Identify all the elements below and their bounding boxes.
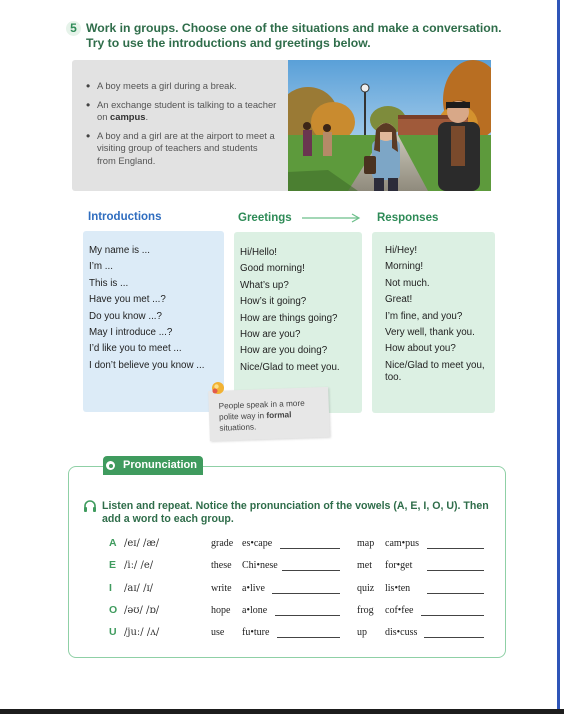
note-text: People speak in a more polite way in formal situations. bbox=[218, 398, 305, 433]
greeting-item: How’s it going? bbox=[240, 296, 307, 308]
example-word: dis•cuss bbox=[385, 627, 418, 638]
situation-item: • A boy and a girl are at the airport to meet a visiting group of teachers and students from England. bbox=[97, 130, 277, 168]
example-word: write bbox=[211, 583, 232, 594]
example-word: for•get bbox=[385, 560, 413, 571]
situation-item: • An exchange student is talking to a teacher on campus. bbox=[97, 99, 277, 124]
vowel-ipa: /iː/ /e/ bbox=[124, 560, 154, 571]
answer-blank[interactable] bbox=[280, 548, 340, 549]
example-word: Chi•nese bbox=[242, 560, 278, 571]
answer-blank[interactable] bbox=[282, 570, 340, 571]
example-word: es•cape bbox=[242, 538, 273, 549]
response-item: Not much. bbox=[385, 277, 430, 289]
greeting-item: What’s up? bbox=[240, 279, 289, 291]
example-word: grade bbox=[211, 538, 234, 549]
vowel-row bbox=[0, 537, 564, 553]
example-word: quiz bbox=[357, 583, 375, 594]
example-word: use bbox=[211, 627, 225, 638]
example-word: cam•pus bbox=[385, 538, 420, 549]
arrow-right-icon bbox=[302, 212, 362, 224]
vowel-row bbox=[0, 626, 564, 642]
example-word: fu•ture bbox=[242, 627, 270, 638]
example-word: a•live bbox=[242, 583, 265, 594]
example-word: cof•fee bbox=[385, 605, 414, 616]
responses-heading: Responses bbox=[377, 212, 439, 224]
example-word: these bbox=[211, 560, 232, 571]
vowel-ipa: /eɪ/ /æ/ bbox=[124, 538, 160, 549]
campus-photo-illustration bbox=[288, 60, 491, 191]
answer-blank[interactable] bbox=[277, 637, 340, 638]
campus-photo bbox=[288, 60, 491, 191]
introduction-item: Do you know ...? bbox=[89, 310, 162, 322]
situation-item: • A boy meets a girl during a break. bbox=[97, 80, 277, 93]
greeting-item: How are you doing? bbox=[240, 345, 328, 357]
answer-blank[interactable] bbox=[427, 570, 484, 571]
exercise-instruction: Work in groups. Choose one of the situations and make a conversation. Try to use the introductions and greetings below. bbox=[86, 21, 502, 50]
introductions-heading: Introductions bbox=[88, 211, 162, 223]
response-item: Morning! bbox=[385, 261, 424, 273]
response-item: I’m fine, and you? bbox=[385, 310, 463, 322]
answer-blank[interactable] bbox=[275, 615, 340, 616]
response-item: Nice/Glad to meet you, too. bbox=[385, 359, 485, 384]
response-item: Great! bbox=[385, 294, 413, 306]
example-word: up bbox=[357, 627, 367, 638]
vowel-row bbox=[0, 604, 564, 620]
answer-blank[interactable] bbox=[424, 637, 484, 638]
introduction-item: My name is ... bbox=[89, 245, 150, 256]
vowel-letter: A bbox=[109, 537, 117, 549]
example-word: met bbox=[357, 560, 372, 571]
response-item: Hi/Hey! bbox=[385, 245, 418, 256]
vowel-row bbox=[0, 559, 564, 575]
example-word: a•lone bbox=[242, 605, 268, 616]
introduction-item: I’m ... bbox=[89, 261, 113, 273]
vowel-ipa: /əʊ/ /ɒ/ bbox=[124, 605, 160, 616]
tab-dot-icon bbox=[106, 461, 115, 470]
vowel-letter: E bbox=[109, 559, 117, 571]
exercise-number: 5 bbox=[66, 21, 81, 36]
greeting-item: How are you? bbox=[240, 328, 301, 340]
vowel-row bbox=[0, 582, 564, 598]
introduction-item: May I introduce ...? bbox=[89, 326, 173, 338]
greetings-heading: Greetings bbox=[238, 212, 292, 224]
page-edge-bottom bbox=[0, 709, 564, 714]
vowel-letter: I bbox=[109, 582, 112, 594]
pronunciation-instruction: Listen and repeat. Notice the pronunciation of the vowels (A, E, I, O, U). Then add a word to each group. bbox=[102, 500, 489, 525]
answer-blank[interactable] bbox=[421, 615, 484, 616]
introduction-item: I don’t believe you know ... bbox=[89, 359, 205, 371]
pronunciation-tab: Pronunciation bbox=[103, 456, 203, 475]
situations-list bbox=[97, 80, 277, 173]
vowel-letter: U bbox=[109, 626, 117, 638]
example-word: lis•ten bbox=[385, 583, 411, 594]
response-item: How about you? bbox=[385, 343, 456, 355]
vowel-ipa: /aɪ/ /ɪ/ bbox=[124, 583, 154, 594]
answer-blank[interactable] bbox=[427, 548, 484, 549]
vowel-letter: O bbox=[109, 604, 118, 616]
formal-speech-note bbox=[208, 387, 330, 441]
introductions-list bbox=[89, 243, 204, 374]
headphones-icon[interactable] bbox=[83, 499, 97, 513]
example-word: frog bbox=[357, 605, 374, 616]
greeting-item: Nice/Glad to meet you. bbox=[240, 361, 340, 373]
answer-blank[interactable] bbox=[427, 593, 484, 594]
example-word: hope bbox=[211, 605, 231, 616]
introduction-item: I’d like you to meet ... bbox=[89, 343, 182, 355]
greeting-item: Hi/Hello! bbox=[240, 247, 278, 258]
answer-blank[interactable] bbox=[272, 593, 340, 594]
response-item: Very well, thank you. bbox=[385, 326, 475, 338]
vowel-ipa: /juː/ /ʌ/ bbox=[124, 627, 160, 638]
pin-icon bbox=[211, 381, 225, 395]
greeting-item: Good morning! bbox=[240, 263, 305, 275]
introduction-item: This is ... bbox=[89, 277, 129, 289]
responses-list bbox=[385, 245, 485, 389]
example-word: map bbox=[357, 538, 375, 549]
greetings-list bbox=[240, 245, 340, 376]
introduction-item: Have you met ...? bbox=[89, 294, 166, 306]
greeting-item: How are things going? bbox=[240, 312, 338, 324]
